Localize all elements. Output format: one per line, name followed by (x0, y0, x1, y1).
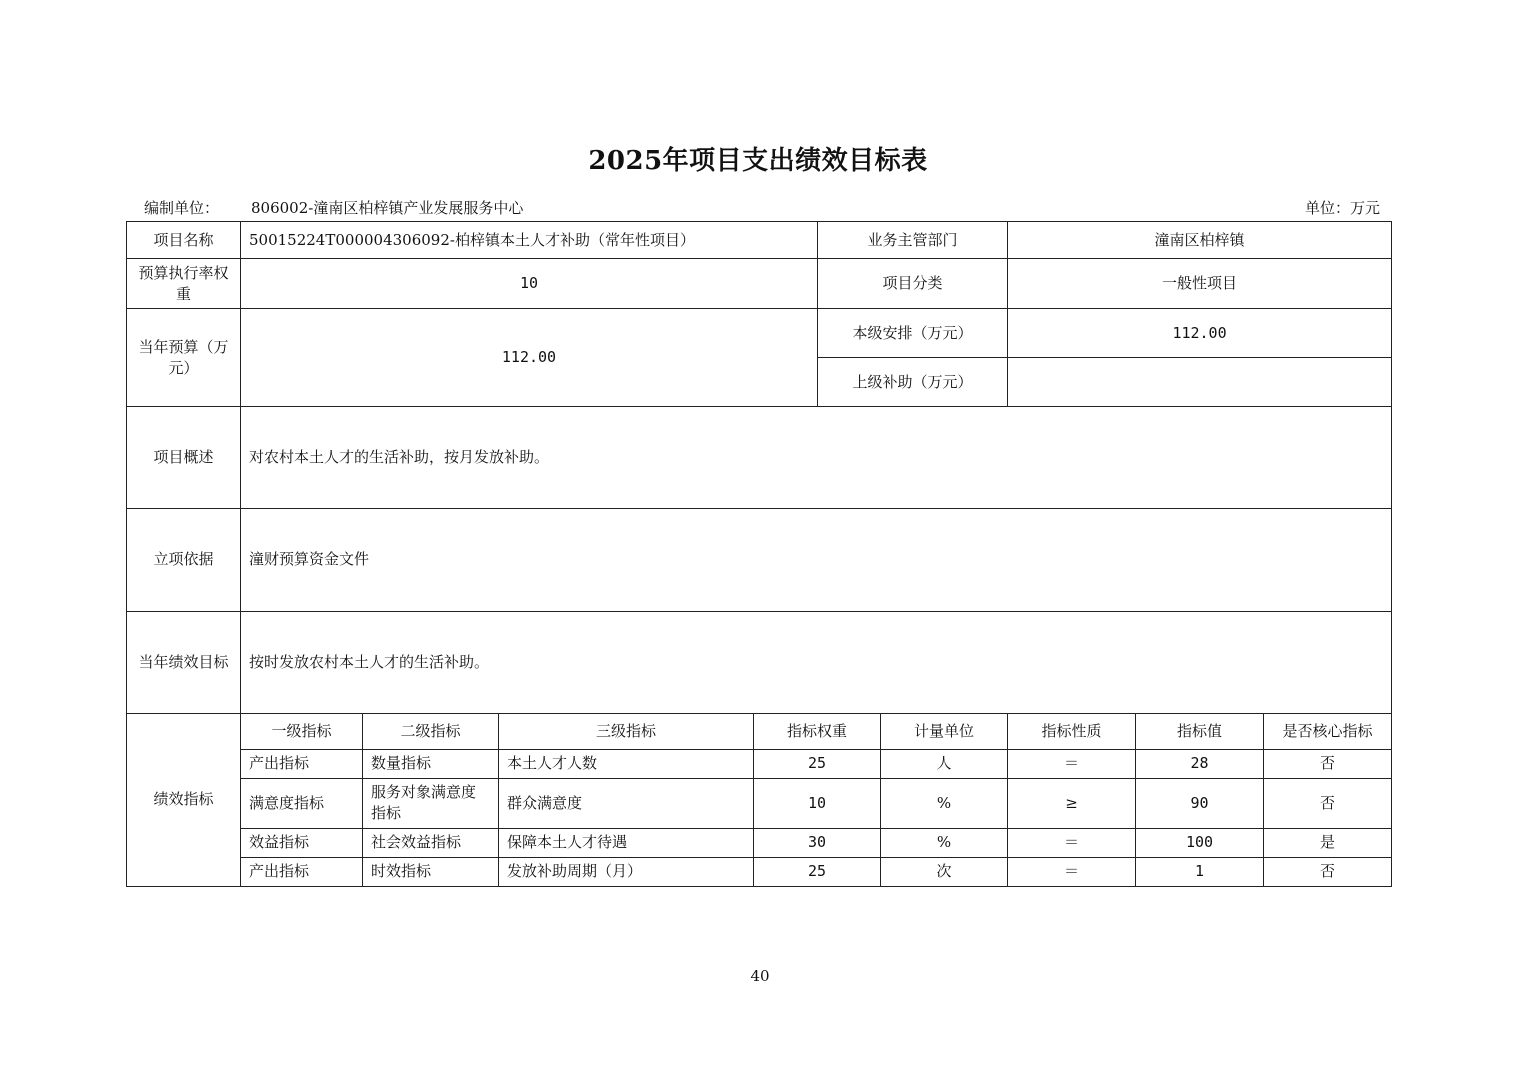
indicator-header-level1: 一级指标 (241, 713, 363, 749)
indicators-section-label: 绩效指标 (127, 713, 241, 886)
table-row (127, 828, 1392, 857)
indicator-level3: 本土人才人数 (499, 749, 754, 778)
indicator-level2: 服务对象满意度指标 (363, 778, 499, 828)
overview-row (127, 407, 1392, 509)
indicator-core: 是 (1264, 828, 1392, 857)
indicator-level1: 产出指标 (241, 857, 363, 886)
indicator-level1: 满意度指标 (241, 778, 363, 828)
indicator-nature: ≥ (1008, 778, 1136, 828)
indicator-value: 100 (1136, 828, 1264, 857)
overview-label: 项目概述 (127, 407, 241, 509)
superior-label: 上级补助（万元） (818, 358, 1008, 407)
indicator-core: 否 (1264, 857, 1392, 886)
indicator-nature: ＝ (1008, 857, 1136, 886)
project-name-value: 50015224T000004306092-柏梓镇本土人才补助（常年性项目） (241, 222, 818, 259)
indicator-unit: % (881, 778, 1008, 828)
indicator-header-value: 指标值 (1136, 713, 1264, 749)
indicator-nature: ＝ (1008, 828, 1136, 857)
weight-label: 预算执行率权重 (127, 259, 241, 309)
table-row (127, 749, 1392, 778)
indicator-level3: 群众满意度 (499, 778, 754, 828)
page-title: 2025年项目支出绩效目标表 (588, 146, 928, 176)
indicator-header-level3: 三级指标 (499, 713, 754, 749)
dept-value: 潼南区柏梓镇 (1008, 222, 1392, 259)
goal-label: 当年绩效目标 (127, 611, 241, 713)
indicator-level2: 时效指标 (363, 857, 499, 886)
category-value: 一般性项目 (1008, 259, 1392, 309)
indicator-level1: 产出指标 (241, 749, 363, 778)
indicator-header-core: 是否核心指标 (1264, 713, 1392, 749)
indicator-level2: 社会效益指标 (363, 828, 499, 857)
indicator-level3: 发放补助周期（月） (499, 857, 754, 886)
indicator-value: 90 (1136, 778, 1264, 828)
indicator-value: 28 (1136, 749, 1264, 778)
weight-value: 10 (241, 259, 818, 309)
weight-row (127, 259, 1392, 309)
indicator-weight: 25 (754, 749, 881, 778)
performance-table (126, 221, 1392, 887)
indicator-level2: 数量指标 (363, 749, 499, 778)
indicator-weight: 30 (754, 828, 881, 857)
budget-label: 当年预算（万元） (127, 309, 241, 407)
basis-value: 潼财预算资金文件 (241, 509, 1392, 611)
indicator-unit: 次 (881, 857, 1008, 886)
indicator-level3: 保障本土人才待遇 (499, 828, 754, 857)
currency-unit: 单位：万元 (1304, 199, 1380, 217)
indicator-header-level2: 二级指标 (363, 713, 499, 749)
table-row (127, 778, 1392, 828)
indicator-weight: 25 (754, 857, 881, 886)
basis-row (127, 509, 1392, 611)
indicator-weight: 10 (754, 778, 881, 828)
compiling-unit-value: 806002-潼南区柏梓镇产业发展服务中心 (251, 199, 524, 217)
overview-value: 对农村本土人才的生活补助，按月发放补助。 (241, 407, 1392, 509)
goal-value: 按时发放农村本土人才的生活补助。 (241, 611, 1392, 713)
budget-row (127, 309, 1392, 358)
indicator-nature: ＝ (1008, 749, 1136, 778)
indicator-value: 1 (1136, 857, 1264, 886)
indicator-unit: % (881, 828, 1008, 857)
budget-value: 112.00 (241, 309, 818, 407)
indicator-core: 否 (1264, 749, 1392, 778)
project-name-label: 项目名称 (127, 222, 241, 259)
indicator-unit: 人 (881, 749, 1008, 778)
local-value: 112.00 (1008, 309, 1392, 358)
category-label: 项目分类 (818, 259, 1008, 309)
indicator-level1: 效益指标 (241, 828, 363, 857)
indicator-header-unit: 计量单位 (881, 713, 1008, 749)
project-name-row (127, 222, 1392, 259)
compiling-unit-label: 编制单位： (144, 199, 220, 217)
indicator-core: 否 (1264, 778, 1392, 828)
superior-value (1008, 358, 1392, 407)
indicator-header-row (127, 713, 1392, 749)
goal-row (127, 611, 1392, 713)
indicator-header-nature: 指标性质 (1008, 713, 1136, 749)
page-number: 40 (750, 967, 770, 985)
indicator-header-weight: 指标权重 (754, 713, 881, 749)
dept-label: 业务主管部门 (818, 222, 1008, 259)
table-row (127, 857, 1392, 886)
local-label: 本级安排（万元） (818, 309, 1008, 358)
basis-label: 立项依据 (127, 509, 241, 611)
